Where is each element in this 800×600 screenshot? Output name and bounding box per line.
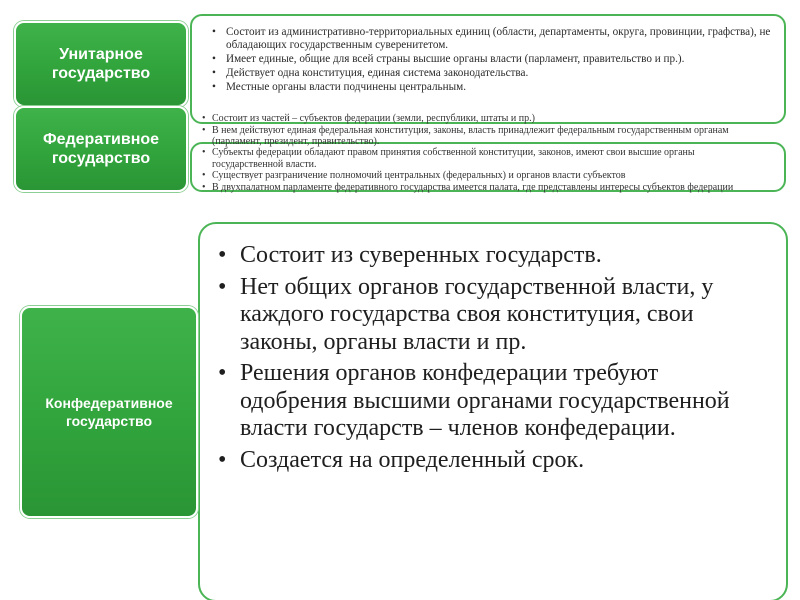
federal-features-list: [202, 113, 762, 193]
list-item: • Местные органы власти подчинены центральным.: [226, 81, 774, 94]
list-item: • Состоит из суверенных государств.: [240, 242, 770, 270]
federal-title-line2: государство: [51, 150, 151, 167]
confederal-state-description: [198, 222, 788, 600]
list-item: • Субъекты федерации обладают правом принятия собственной конституции, законов, имеют свои высшие органы государственной власти.: [202, 147, 762, 169]
list-item: • Состоит из административно-территориальных единиц (области, департаменты, округа, провинции, графства), не обладающих государственным суверенитетом.: [226, 26, 774, 53]
list-item: • Состоит из частей – субъектов федерации (земли, республики, штаты и пр.): [202, 113, 762, 124]
list-item: • Существует разграничение полномочий центральных (федеральных) и органов власти субъектов: [202, 170, 762, 181]
federal-state-label: [14, 106, 188, 192]
unitary-features-list: [192, 16, 784, 95]
list-item: • Имеет единые, общие для всей страны высшие органы власти (парламент, правительство и пр.).: [226, 53, 774, 66]
confederal-title-line2: государство: [65, 413, 153, 429]
confederal-title-line1: Конфедеративное: [45, 395, 173, 411]
unitary-state-description: [190, 14, 786, 124]
list-item: • В нем действуют единая федеральная конституция, законы, власть принадлежит федеральным государственным органам (парламент, президент, правительство).: [202, 125, 762, 147]
federal-title-line1: Федеративное: [42, 131, 160, 148]
confederal-features-list: [200, 224, 786, 474]
confederal-state-label: [20, 306, 198, 518]
list-item: • Действует одна конституция, единая система законодательства.: [226, 67, 774, 80]
list-item: • Решения органов конфедерации требуют одобрения высшими органами государственной власти государств – членов конфедерации.: [240, 360, 770, 443]
unitary-title-line2: государство: [51, 65, 151, 82]
list-item: • Нет общих органов государственной власти, у каждого государства своя конституция, свои законы, органы власти и пр.: [240, 274, 770, 357]
unitary-title-line1: Унитарное: [59, 46, 143, 63]
list-item: • В двухпалатном парламенте федеративного государства имеется палата, где представлены интересы субъектов федерации: [202, 182, 762, 193]
list-item: • Создается на определенный срок.: [240, 447, 770, 475]
unitary-state-label: [14, 21, 188, 107]
